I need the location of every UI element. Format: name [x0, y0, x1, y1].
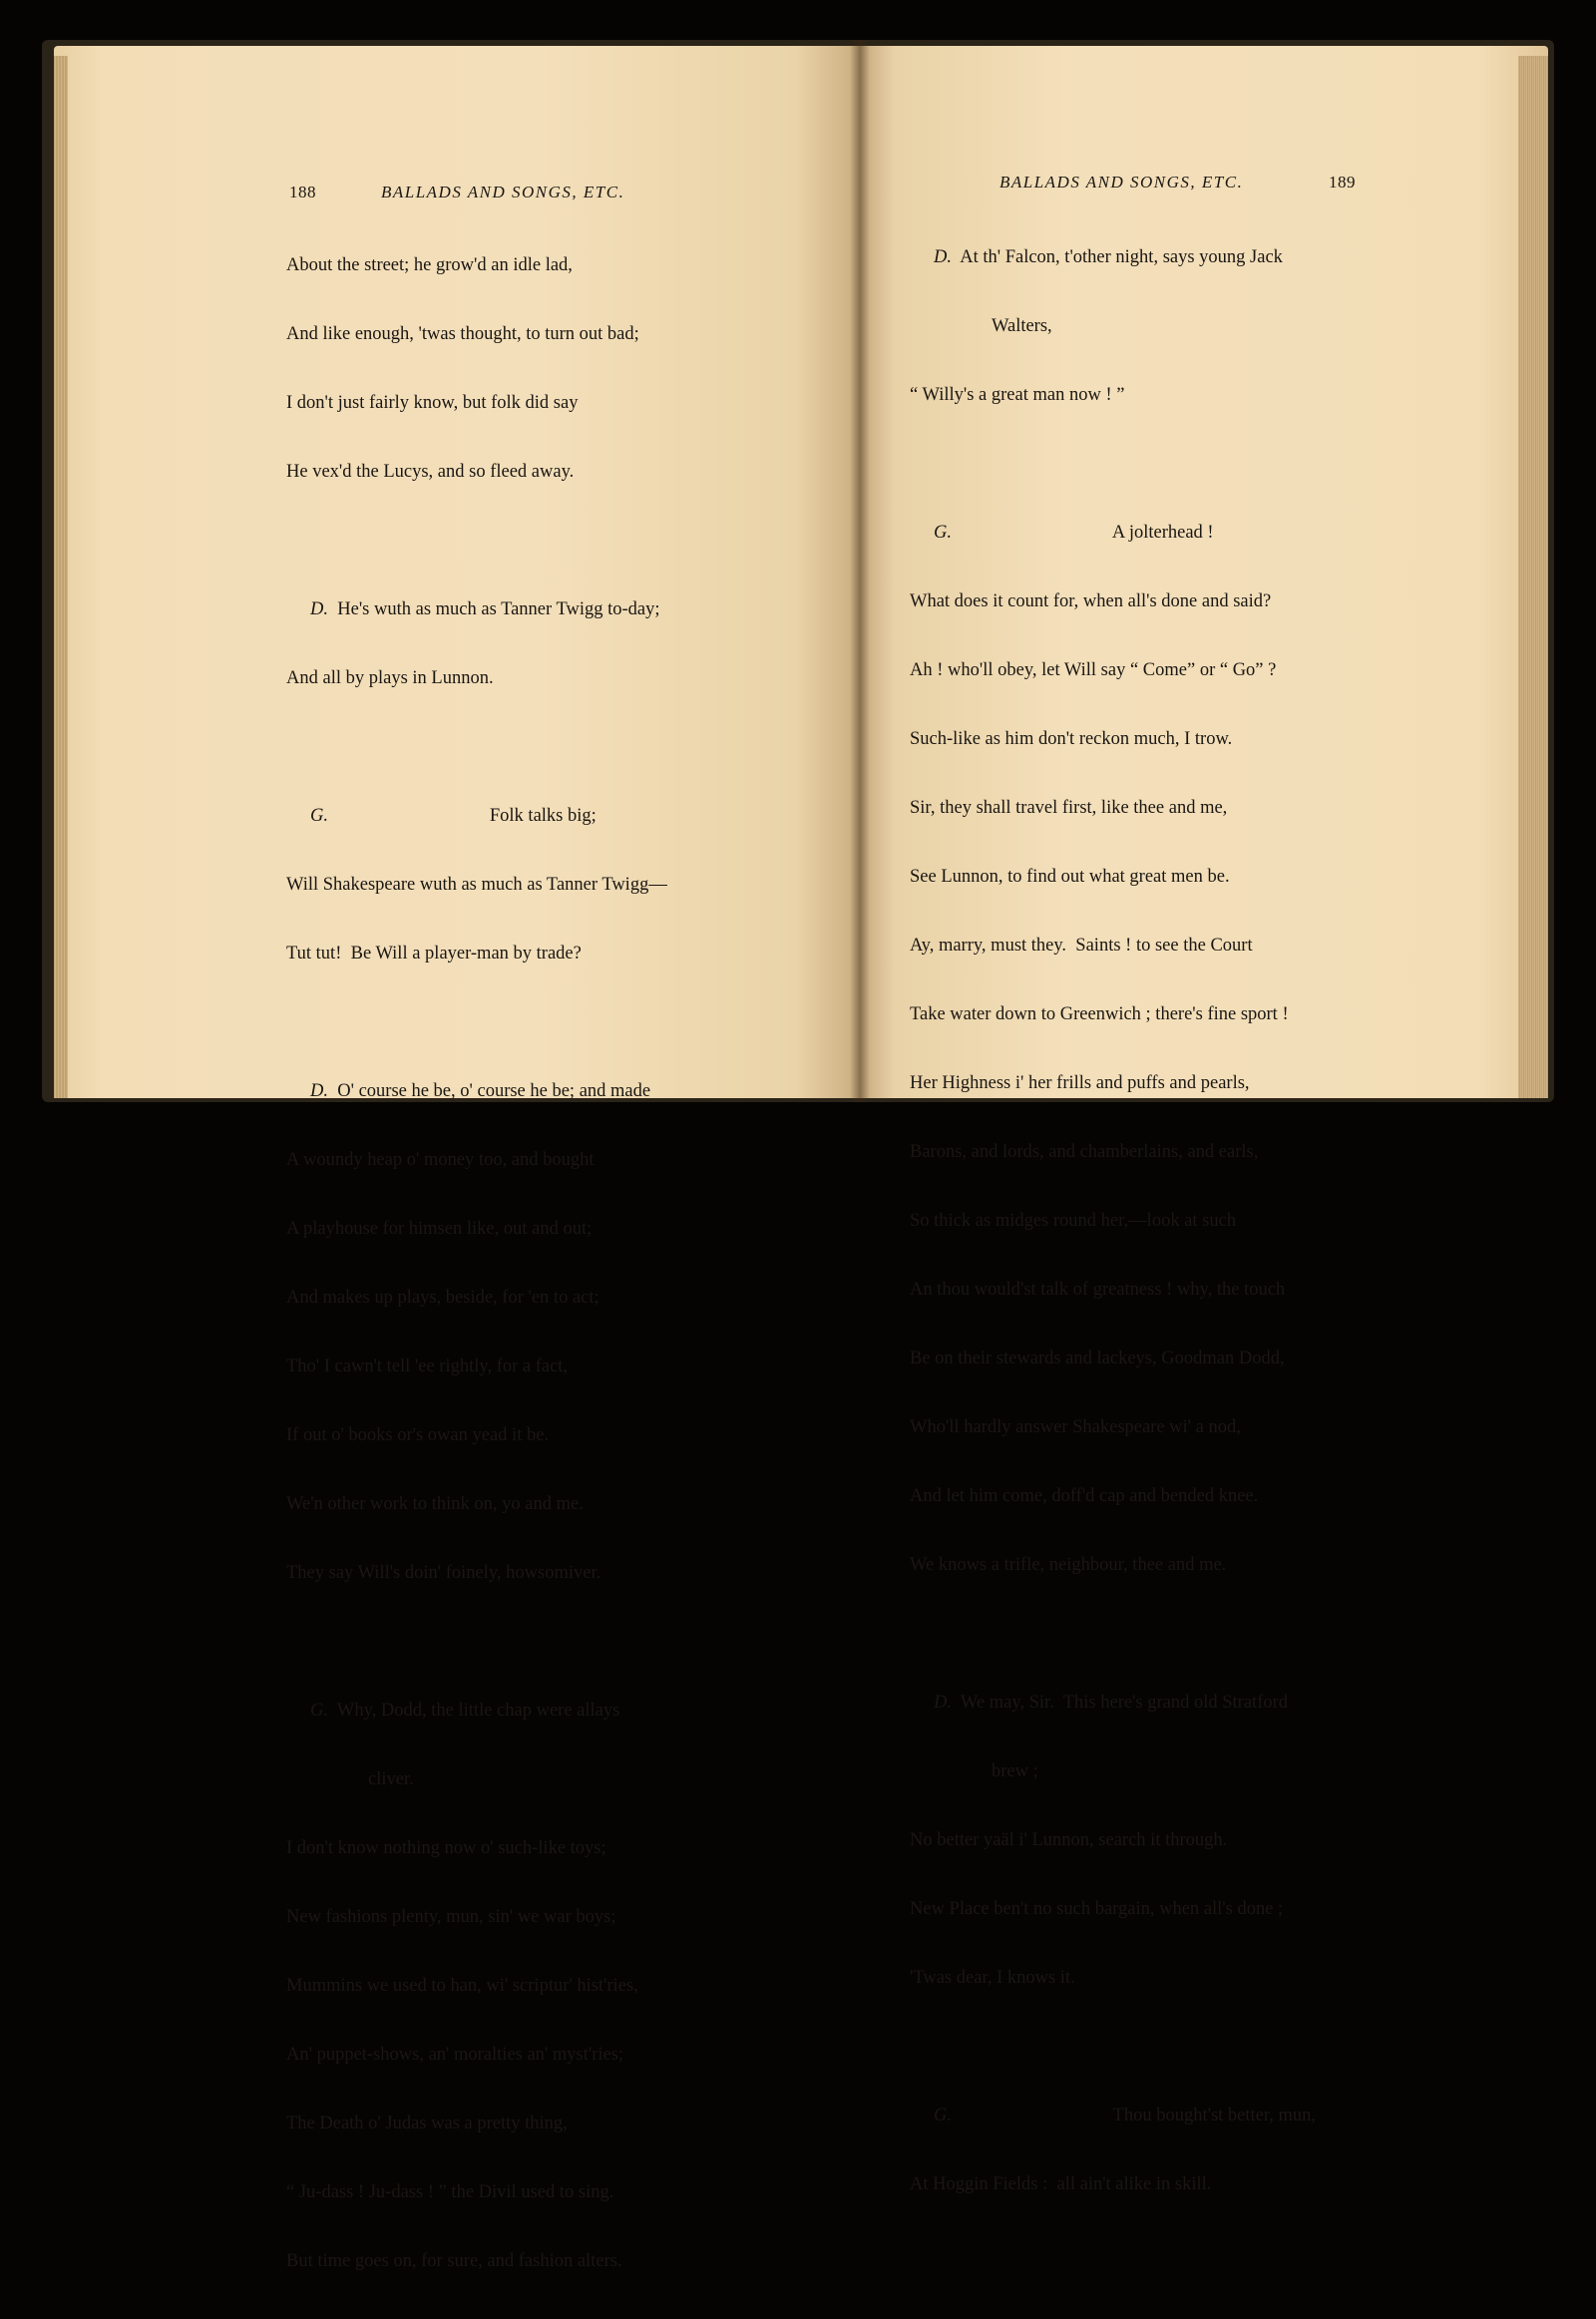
text-line: Her Highness i' her frills and puffs and pearls,	[910, 1073, 1250, 1093]
text-line: So thick as midges round her,—look at such	[910, 1211, 1237, 1231]
text-line: He vex'd the Lucys, and so fleed away.	[286, 462, 575, 482]
left-page	[54, 46, 860, 2271]
text-line: G. Thou bought'st better, mun,	[934, 2106, 1317, 2126]
text-line: D. O' course he be, o' course he be; and made	[310, 1081, 651, 1101]
text-line: Take water down to Greenwich ; there's fine sport !	[910, 1004, 1289, 1024]
text-line: And like enough, 'twas thought, to turn out bad;	[286, 324, 639, 344]
text-line: An thou would'st talk of greatness ! why, the touch	[910, 1280, 1286, 1300]
text-line	[286, 736, 667, 759]
text-line: And let him come, doff'd cap and bended knee.	[910, 1486, 1259, 1506]
text-line: brew ;	[992, 1761, 1038, 1781]
open-book	[42, 40, 1554, 2271]
text-line: A woundy heap o' money too, and bought	[286, 1150, 595, 1170]
text-line: And makes up plays, beside, for 'en to act;	[286, 1288, 599, 1308]
text-line: G. Why, Dodd, the little chap were allays	[310, 1701, 620, 1721]
page-text	[910, 200, 1316, 2242]
text-line: Be on their stewards and lackeys, Goodman Dodd,	[910, 1349, 1285, 1368]
text-line: D. At th' Falcon, t'other night, says young Jack	[934, 247, 1283, 267]
text-line: Sir, they shall travel first, like thee and me,	[910, 798, 1228, 818]
text-line	[910, 453, 1316, 476]
text-line: They say Will's doin' foinely, howsomiver.	[286, 1563, 601, 1583]
running-head: BALLADS AND SONGS, ETC.	[999, 173, 1244, 192]
text-line	[286, 1631, 667, 1654]
text-line: Will Shakespeare wuth as much as Tanner Twigg—	[286, 875, 667, 895]
speaker-label: D.	[310, 1081, 328, 1101]
speaker-label: D.	[310, 599, 328, 619]
text-line: Such-like as him don't reckon much, I trow.	[910, 729, 1233, 749]
text-line: See Lunnon, to find out what great men be.	[910, 867, 1230, 887]
text-line: And all by plays in Lunnon.	[286, 668, 494, 688]
text-line	[286, 1011, 667, 1034]
text-line: Walters,	[992, 316, 1052, 336]
text-line: Mummins we used to han, wi' scriptur' hist'ries,	[286, 1976, 638, 1996]
text-line: No better yaäl i' Lunnon, search it through.	[910, 1830, 1228, 1850]
running-head: BALLADS AND SONGS, ETC.	[381, 183, 625, 201]
text-line: “ Ju-dass ! Ju-dass ! ” the Divil used to sing.	[286, 2182, 614, 2202]
text-line: New fashions plenty, mun, sin' we war boys;	[286, 1907, 616, 1927]
text-line: We knows a trifle, neighbour, thee and me.	[910, 1555, 1227, 1575]
text-line: New Place ben't no such bargain, when all's done ;	[910, 1899, 1284, 1919]
text-line: What does it count for, when all's done and said?	[910, 591, 1272, 611]
text-line: cliver.	[368, 1769, 414, 1789]
page-number: 188	[289, 183, 316, 201]
book-gutter	[850, 40, 870, 1102]
text-line: At Hoggin Fields : all ain't alike in skill.	[910, 2174, 1212, 2194]
text-line: G. A jolterhead !	[934, 523, 1214, 543]
page-number: 189	[1329, 173, 1356, 192]
text-line: Barons, and lords, and chamberlains, and earls,	[910, 1142, 1259, 1162]
speaker-label: G.	[934, 2106, 952, 2126]
page-edges	[1518, 56, 1548, 1098]
page-text	[286, 208, 667, 2319]
text-line: D. We may, Sir. This here's grand old Stratford	[934, 1693, 1289, 1713]
text-line: Ay, marry, must they. Saints ! to see the Court	[910, 936, 1253, 956]
text-line	[910, 1623, 1316, 1646]
text-line: Who'll hardly answer Shakespeare wi' a nod,	[910, 1417, 1241, 1437]
text-line: Tut tut! Be Will a player-man by trade?	[286, 944, 582, 964]
text-line: I don't just fairly know, but folk did say	[286, 393, 579, 413]
page-edges	[54, 56, 68, 1098]
text-line	[286, 530, 667, 553]
text-line: A playhouse for himsen like, out and out;	[286, 1219, 593, 1239]
text-line: 'Twas dear, I knows it.	[910, 1968, 1075, 1988]
speaker-label: D.	[934, 247, 952, 267]
text-line: We'n other work to think on, yo and me.	[286, 1494, 584, 1514]
text-line: If out o' books or's owan yead it be.	[286, 1425, 550, 1445]
text-line: The Death o' Judas was a pretty thing,	[286, 2114, 568, 2133]
speaker-label: G.	[310, 1701, 328, 1721]
speaker-label: G.	[310, 806, 328, 826]
text-line: About the street; he grow'd an idle lad,	[286, 255, 573, 275]
text-line: Ah ! who'll obey, let Will say “ Come” or “ Go” ?	[910, 660, 1277, 680]
speaker-label: G.	[934, 523, 952, 543]
text-line: I don't know nothing now o' such-like toys;	[286, 1838, 606, 1858]
text-line: D. He's wuth as much as Tanner Twigg to-day;	[310, 599, 660, 619]
speaker-label: D.	[934, 1693, 952, 1713]
right-page	[860, 46, 1548, 2194]
text-line: “ Willy's a great man now ! ”	[910, 385, 1125, 405]
text-line	[910, 2036, 1316, 2059]
text-line: But time goes on, for sure, and fashion alters.	[286, 2251, 622, 2271]
text-line: G. Folk talks big;	[310, 806, 597, 826]
text-line: Tho' I cawn't tell 'ee rightly, for a fact,	[286, 1356, 569, 1376]
text-line: An' puppet-shows, an' moralties an' myst'ries;	[286, 2045, 624, 2065]
